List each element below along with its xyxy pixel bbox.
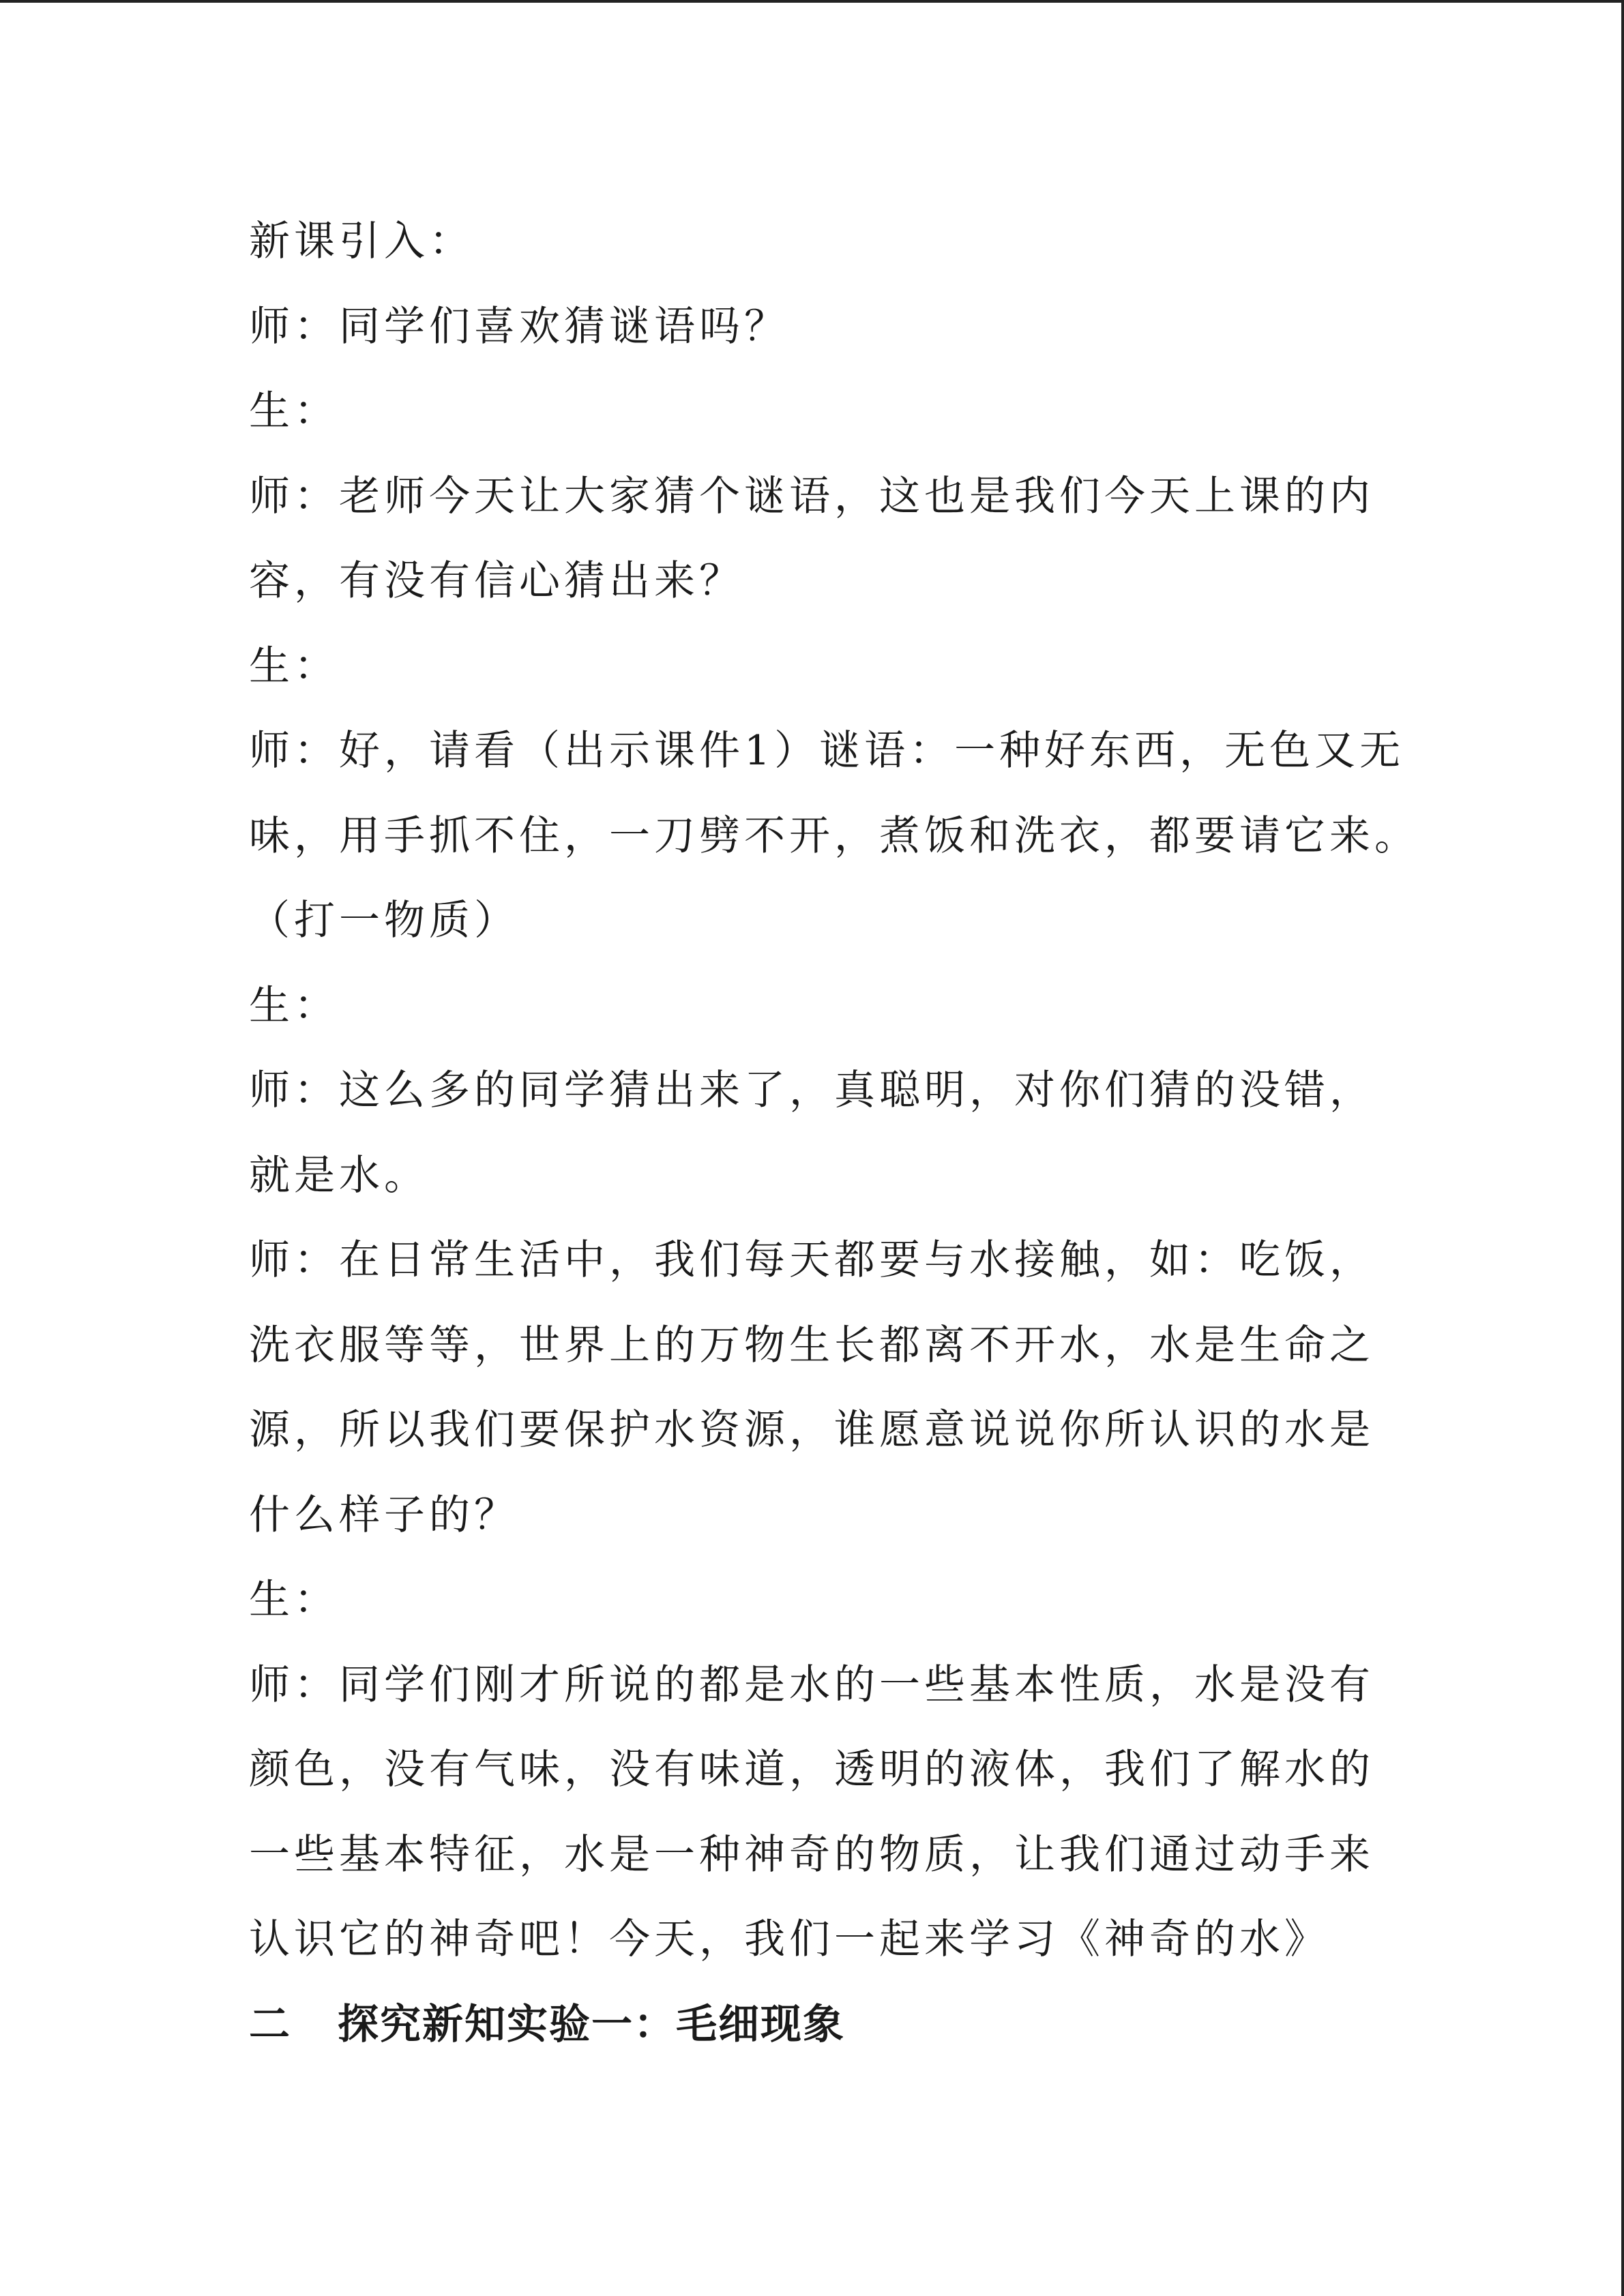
teacher-line-cont: 颜色，没有气味，没有味道，透明的液体，我们了解水的 bbox=[249, 1746, 1374, 1793]
teacher-line-cont: 就是水。 bbox=[249, 1151, 429, 1199]
teacher-line-cont: 容，有没有信心猜出来？ bbox=[249, 557, 744, 605]
document-body bbox=[249, 199, 1419, 2067]
teacher-line: 师：同学们喜欢猜谜语吗？ bbox=[249, 302, 789, 351]
section-heading-text: 探究新知实验一：毛细现象 bbox=[338, 2000, 845, 2048]
teacher-line: 师：在日常生活中，我们每天都要与水接触，如：吃饭， bbox=[249, 1236, 1374, 1284]
teacher-line: 师：这么多的同学猜出来了，真聪明，对你们猜的没错， bbox=[249, 1067, 1374, 1114]
student-line: 生： bbox=[249, 1576, 339, 1624]
teacher-line: 师：老师今天让大家猜个谜语，这也是我们今天上课的内 bbox=[249, 472, 1374, 520]
student-line: 生： bbox=[249, 642, 339, 690]
student-line: 生： bbox=[249, 981, 339, 1030]
teacher-line-cont: 洗衣服等等，世界上的万物生长都离不开水，水是生命之 bbox=[249, 1321, 1374, 1369]
page-border-top bbox=[0, 0, 1624, 3]
teacher-line-cont: 源，所以我们要保护水资源，谁愿意说说你所认识的水是 bbox=[249, 1406, 1374, 1454]
student-line: 生： bbox=[249, 387, 339, 435]
teacher-line: 师：好，请看（出示课件1）谜语：一种好东西，无色又无 bbox=[249, 727, 1405, 775]
section-intro-title: 新课引入： bbox=[249, 218, 474, 265]
section-heading bbox=[249, 1982, 1381, 2068]
section-heading-number: 二 bbox=[249, 2000, 291, 2048]
teacher-line-cont: 一些基本特征，水是一种神奇的物质，让我们通过动手来 bbox=[249, 1830, 1374, 1879]
page-border-right bbox=[1621, 0, 1624, 2296]
teacher-line: 师：同学们刚才所说的都是水的一些基本性质，水是没有 bbox=[249, 1660, 1374, 1709]
teacher-line-cont: 认识它的神奇吧！今天，我们一起来学习《神奇的水》 bbox=[249, 1915, 1329, 1963]
teacher-line-cont: 什么样子的？ bbox=[249, 1491, 519, 1539]
teacher-line-cont: 味，用手抓不住，一刀劈不开，煮饭和洗衣，都要请它来。 bbox=[249, 811, 1419, 860]
teacher-line-cont: （打一物质） bbox=[249, 897, 519, 944]
